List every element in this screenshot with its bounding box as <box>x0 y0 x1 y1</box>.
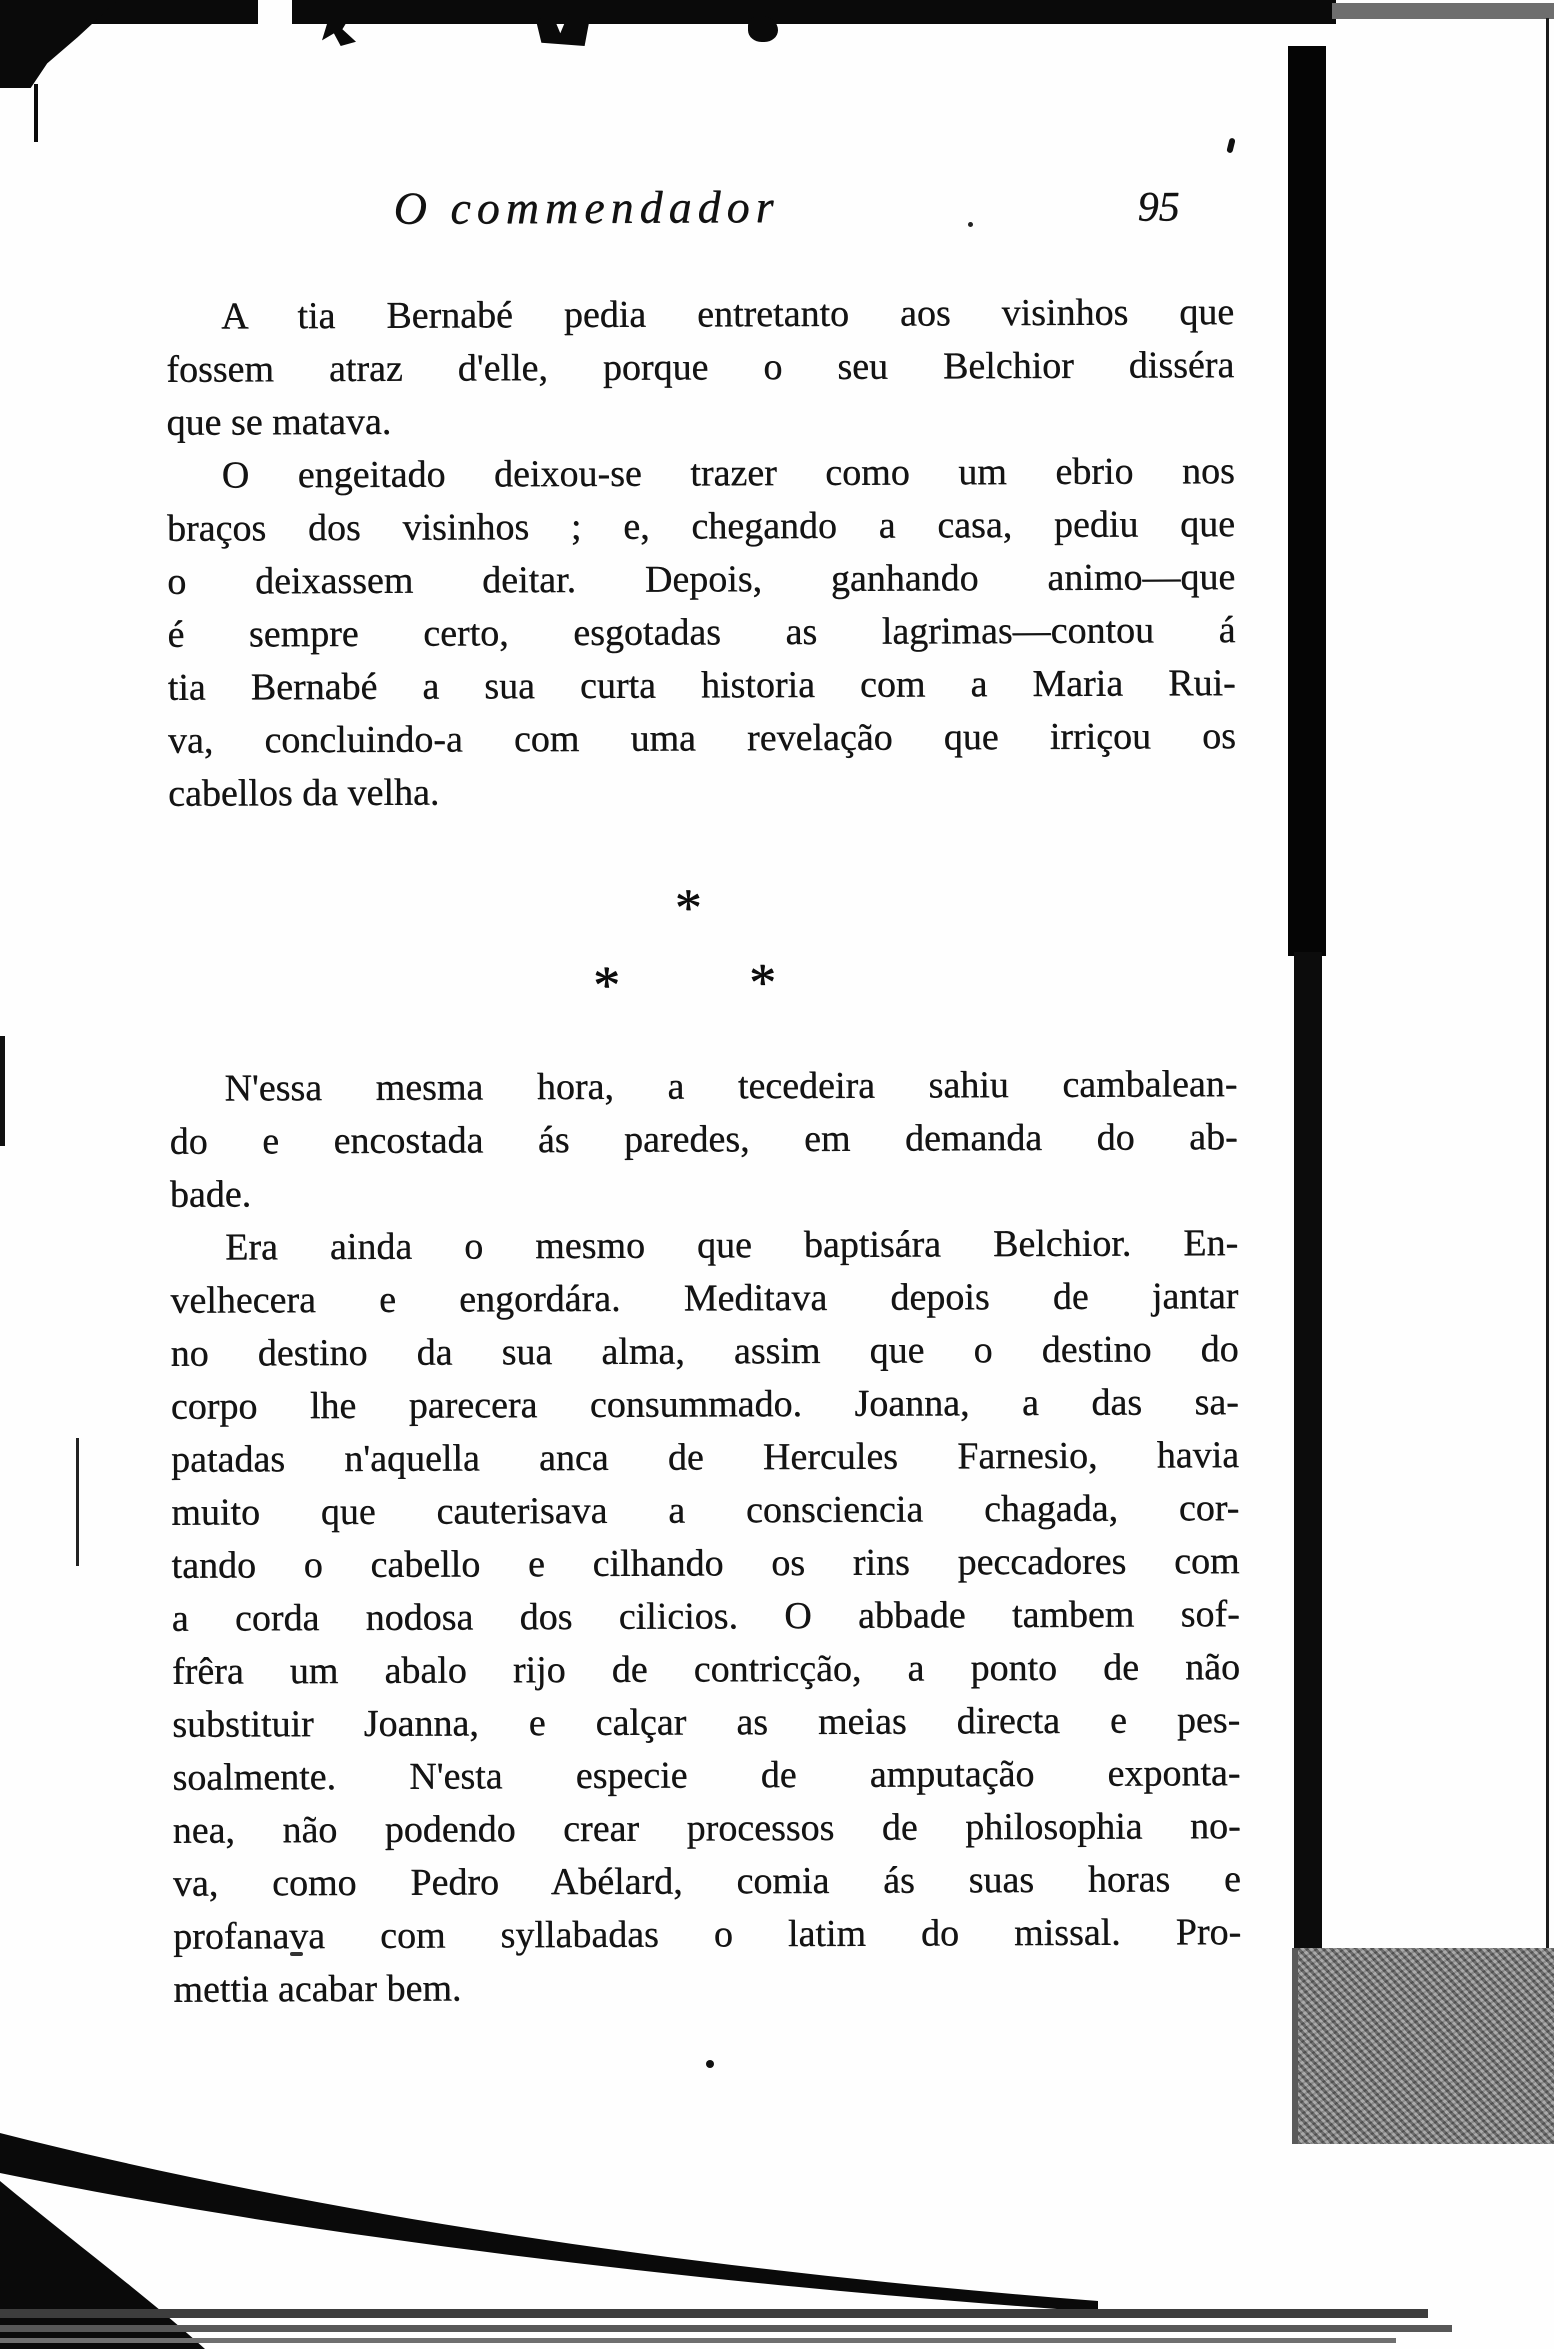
asterism-top-asterisk: * <box>674 877 702 938</box>
text-line: N'essa mesma hora, a tecedeira sahiu cambalean- <box>224 1062 1238 1110</box>
paragraph <box>167 445 1237 821</box>
text-line: muito que cauterisava a consciencia chagada, cor- <box>171 1486 1240 1534</box>
text-line: no destino da sua alma, assim que o destino do <box>170 1327 1239 1375</box>
text-line: va, concluindo-a com uma revelação que irriçou os <box>167 714 1236 762</box>
text-line: O engeitado deixou-se trazer como um ebrio nos <box>221 449 1235 497</box>
text-line: A tia Bernabé pedia entretanto aos visinhos que <box>220 290 1235 338</box>
text-line: corpo lhe parecera consummado. Joanna, a das sa- <box>170 1380 1239 1428</box>
text-line: patadas n'aquella anca de Hercules Farnesio, havia <box>170 1433 1240 1481</box>
text-line: profanava com syllabadas o latim do missal. Pro- <box>173 1910 1242 1958</box>
text-line: bade. <box>169 1173 252 1216</box>
running-header-title: O commendador <box>393 180 780 234</box>
text-line: velhecera e engordára. Meditava depois de jantar <box>170 1274 1239 1322</box>
text-line: do e encostada ás paredes, em demanda do ab- <box>169 1115 1238 1163</box>
paragraph <box>166 286 1235 450</box>
text-line: frêra um abalo rijo de contricção, a ponto de não <box>171 1645 1241 1693</box>
text-line: soalmente. N'esta especie de amputação exponta- <box>172 1751 1241 1799</box>
paragraph <box>169 1058 1238 1222</box>
text-line: o deixassem deitar. Depois, ganhando animo—que <box>167 555 1236 603</box>
paragraph <box>170 1217 1241 2017</box>
text-line: braços dos visinhos ; e, chegando a casa, pediu que <box>166 502 1236 550</box>
text-line: nea, não podendo crear processos de philosophia no- <box>172 1804 1241 1852</box>
text-line: fossem atraz d'elle, porque o seu Belchior disséra <box>166 343 1235 391</box>
asterism-left-asterisk: * <box>592 954 621 1015</box>
text-line: que se matava. <box>166 400 392 444</box>
page-number: 95 <box>1137 184 1180 231</box>
text-line: a corda nodosa dos cilicios. O abbade tambem sof- <box>171 1592 1240 1640</box>
text-line: mettia acabar bem. <box>173 1967 462 2011</box>
text-line: tando o cabello e cilhando os rins peccadores com <box>171 1539 1240 1587</box>
text-line: Era ainda o mesmo que baptisára Belchior. En- <box>225 1221 1239 1269</box>
asterism-right-asterisk: * <box>748 952 777 1013</box>
text-line: substituir Joanna, e calçar as meias directa e pes- <box>172 1698 1241 1746</box>
text-line: va, como Pedro Abélard, comia ás suas horas e <box>172 1857 1241 1905</box>
text-line: é sempre certo, esgotadas as lagrimas—contou á <box>167 608 1236 656</box>
text-line: cabellos da velha. <box>168 771 440 815</box>
text-line: tia Bernabé a sua curta historia com a Maria Rui- <box>167 661 1236 709</box>
